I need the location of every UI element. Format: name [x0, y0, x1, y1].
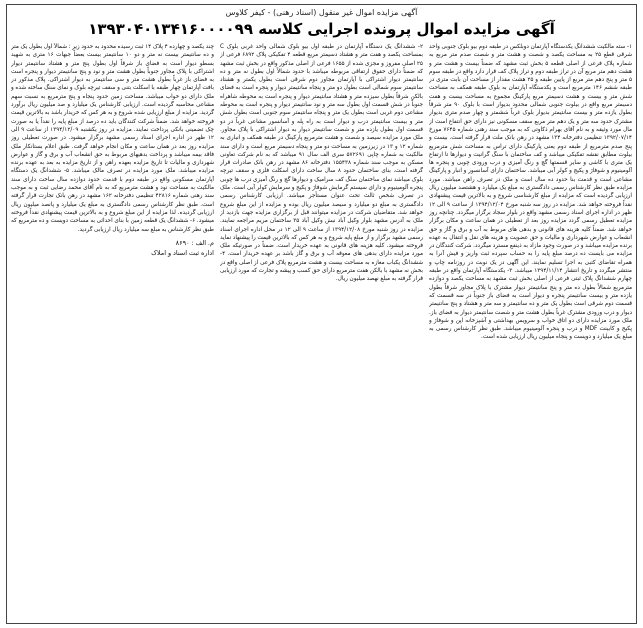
document-subtitle: آگهی مزایده اموال غیر منقول (اسناد رهنی) - کیفر کلاوس [225, 8, 418, 17]
document-title: آگهی مزایده اموال پرونده اجرایی کلاسه ۱۳۹۳۰۴۰۱۳۴۱۶۰۰۰۰۹۹ [88, 20, 555, 38]
document-footer [11, 238, 214, 258]
text-column-left [11, 43, 214, 619]
text-column-middle [220, 43, 423, 619]
text-column-right [429, 43, 632, 619]
notice-code: م. الف : ۸۶۹۰ [175, 238, 214, 247]
column-paragraph-2: ۲- ششدانگ یک دستگاه آپارتمان در طبقه اول بیو بلوک شمالی واحد غربی بلوک C بمساحت یکصد و هفت متر و هشتاد دسیمتر مربع قطعه ۴ تفکیکی پلاک ۶۸۹۲ فرعی از ۲۵ اصلی مفروز و مجزی شده از ۱۶۵۵ فرعی از اصلی مذکور واقع در بخش ثبت مشهد که ضمناً دارای حقوق ارتفاقی مربوطه میباشد با حدود شمالاً اول بطول نه متر و ده سانتیمتر دیوار اشتراکی با آپارتمان مجاور دوم شرقی است بطول یکمتر و هشتاد سانتیمتر سوم شمالی است بطول دو متر و پنجاه سانتیمتر دیوار و پنجره است به فضای بالکن شرقاً بطول سیزده متر و هشتاد سانتیمتر دیوار و پنجره است به محوطه شاهراه جنوباً در شش قسمت اول بطول سه متر و نود سانتیمتر دیوار و پنجره است به محوطه مشاعی دوم غربی است بطول یک متر و پنجاه سانتیمتر سوم جنوبی است بطول شش متر و بیست سانتیمتر درب و دیوار است به راه پله و آسانسور مشاعی غرباً در دو قسمت اول بطول یازده متر و شصت سانتیمتر دیوار به دیوار اشتراکی با پلاک مجاور. ملک مورد مزایده سیصد و شصت و هشت مترمربع پارکینگ در طبقه همکف و انباری به شماره ۱۲ و ۱۳ در زیرزمین به مساحت دو متر و پنجاه دسیمتر مربع است و دارای سند مالکیت به شماره چاپی ۵۷۲۶۹۱ سری الف سال ۹۱ میباشد که به نام شرکت تعاونی مسکن به موجب سند شماره ۱۵۵۴۳۸ دفترخانه ۸۶ مشهد در رهن بانک صادرات قرار گرفته است. بنای ساختمان حدود ۸ سال ساخت دارای اسکلت فلزی و سقف تیرچه بلوک میباشد نمای ساختمان سنگ کف سرامیک و دیوارها گچ و رنگ آمیزی درب ها چوبی پنجره آلومینیوم و دارای سیستم گرمایش شوفاژ و پکیج و سرمایش کولر آبی است. ملک در تصرف شخص ثالث تحت عنوان مستأجر میباشد. ارزیابی کارشناس رسمی دادگستری به مبلغ دو میلیارد و سیصد میلیون ریال بوده و مزایده از این مبلغ شروع خواهد شد. متقاضیان شرکت در مزایده میتوانند قبل از برگزاری مزایده جهت بازدید از ملک به آدرس مشهد بلوار وکیل آباد نبش وکیل آباد ۳۵ ساختمان مریم مراجعه نمایند. مزایده در روز شنبه مورخ ۱۳۹۴/۱۲/۰۸ از ساعت ۹ الی ۱۲ در محل اداره اجرای اسناد رسمی مشهد برگزار و از مبلغ پایه شروع و به هر کس که بالاترین قیمت را پیشنهاد نماید فروخته میشود. کلیه هزینه های قانونی به عهده خریدار است. ضمناً در صورتیکه ملک مورد مزایده دارای بدهی های معوقه آب و برق و گاز باشد بر عهده خریدار است. ۴- ششدانگ یکباب مغازه به مساحت بیست و هشت مترمربع پلاک فرعی از اصلی واقع در بخش نه مشهد با بالکن هفت مترمربع دارای حق کسب و پیشه و تجارت که مورد ارزیابی قرار گرفته به مبلغ نهصد میلیون ریال. [220, 44, 423, 283]
document-header [7, 5, 636, 39]
document-page [6, 4, 637, 624]
text-columns [11, 43, 632, 619]
column-paragraph-3: چند یکصد و چهارده ۴ پلاک ۱۴ ثبت رسیده محدود به حدود زیر : شمالاً اول بطول یک متر و ده سانتیمتر بیست نه متر و دو ۱۰ سانتیمتر بیست بعضاً جبهات ۱۶ متری به شهید بسطو دیوار است به فضای باز شرقاً اول بطول پنج متر و هشتاد سانتیمتر دیوار اشتراکی با پلاک مجاور جنوباً بطول هشت متر و نود و پنج سانتیمتر دیوار و پنجره است به فضای باز غرباً بطول هشت متر و سی سانتیمتر به دیوار اشتراکی. پلاک مذکور در بافت آپارتمان چهار طبقه با اسکلت بتنی و سقف تیرچه بلوک و نمای سنگ ساخته شده و ملک دارای دو خواب میباشد. مساحت زمین حدود پنجاه و پنج مترمربع به نسبت سهم مشاعی محاسبه گردیده است. ارزیابی کارشناس یک میلیارد و صد میلیون ریال برآورد گردید. مزایده از مبلغ ارزیابی شده شروع و به هر کس که خریدار باشد به بالاترین قیمت فروخته خواهد شد. ضمناً شرکت کنندگان باید ده درصد از مبلغ پایه را نقداً یا به صورت چک تضمینی بانکی پرداخت نمایند. مزایده در روز یکشنبه ۱۳۹۴/۱۲/۰۹ از ساعت ۹ الی ۱۲ ظهر در اداره اجرای اسناد رسمی مشهد برگزار میشود. در صورت تعطیلی روز مزایده روز بعد در همان ساعت و مکان انجام خواهد گرفت. طبق اعلام بستانکار ملک فاقد بیمه میباشد و پرداخت بدهیهای مربوط به حق انشعاب آب و برق و گاز و عوارض شهرداری و مالیات تا تاریخ مزایده بعهده راهن و از تاریخ مزایده به بعد به عهده برنده مزایده میباشد. ملک مورد مزایده در تصرف مالک میباشد. ۵- ششدانگ یک دستگاه آپارتمان مسکونی واقع در طبقه دوم با قدمت حدود دوازده سال ساخت دارای سند مالکیت به مساحت نود و هشت مترمربع که به نام آقای محمد رضایی ثبت و به موجب سند رهنی شماره ۴۲۸۱۶ تنظیمی دفترخانه ۱۶۲ مشهد در رهن بانک تجارت قرار گرفته است. طبق نظر کارشناس رسمی دادگستری به مبلغ یک میلیارد و پانصد میلیون ریال ارزیابی گردیده. لذا مزایده از این مبلغ شروع و به بالاترین قیمت پیشنهادی نقداً فروخته میشود. ۶- ششدانگ یک قطعه زمین با بنای احداثی به مساحت دویست و ده مترمربع که طبق نظر کارشناس به مبلغ سه میلیارد ریال ارزیابی گردید. [11, 44, 214, 233]
column-paragraph-1: ۱- سته مالکیت ششدانگ یکدستگاه آپارتمان دوبلکس در طبقه دوم بیو بلوک جنوبی واحد شرقی قطع ۲۵ به مساحت یکصد و شصت و هشت متر و شصت صدم متر مربع به شماره پلاک فرعی از اصلی قطعه ۵ بخش ثبت مشهد که ضمناً بیست و هشت متر و هشت دهم متر مربع آن در تراز طبقه دوم و تراز پلاک کف قرار دارد واقع در طبقه سوم ۵ متر و پنج دهم متر مربع از پایین طبقه و ۲۵ هشت مقدار از مساحت آن بابت متری در طبقه ششم ۱۴۶ مترمربع است و یکدستگاه آپارتمان به بلوک طبقه همکف به مساحت شش متر و بیست و هشت دسیمتر مربع پارکینگ مجموع به مساحت بیست و هفت دسیمتر مربع واقع در بیلوت جنوبی شمالی محدود بدیوار است با بلوک ۹۰ متر شرقاً بطول یازده متر و بیست سانتیمتر بدیوار بلوک غرباً ششمتر و چهار صدم متری بدیوار مشترک حدود سه متر و یک دهم متر مربع سقف مسکونی نیز دارای حق انتفاع است از مال مورد وثیقه و به نام آقای بهرام ذکاوتی که به موجب سند رهنی شماره ۷۶۴۵ مورخ ۱۳۹۲/۰۷/۱۴ تنظیمی دفترخانه ۱۳۴ مشهد در رهن بانک ملت قرار گرفته است. بیست و پنج صدم مترمربع از طبقه دوم یعنی پارکینگ دارای تراس به مساحت شش مترمربع بیلوت مطابق نقشه تفکیکی میباشد و کف ساختمان با سنگ گرانیت و دیوارها تا ارتفاع یک متری با کاشی و سایر قسمتها گچ و رنگ آمیزی و درب ورودی چوبی و پنجره ها آلومینیوم و شوفاژ و پکیج و کولر آبی میباشد. ساختمان دارای آسانسور و انبار و پارکینگ مشاعی است و قدمت بنا حدود ده سال است و ملک در تصرف راهن میباشد. مورد مزایده طبق نظر کارشناس رسمی دادگستری به مبلغ یک میلیارد و هشتصد میلیون ریال ارزیابی گردیده است که مزایده از مبلغ کارشناسی شروع و به بالاترین قیمت پیشنهادی نقداً فروخته خواهد شد. مزایده در روز سه شنبه مورخ ۱۳۹۴/۱۲/۰۴ از ساعت ۹ الی ۱۲ ظهر در اداره اجرای اسناد رسمی مشهد واقع در بلوار سجاد برگزار میگردد. چنانچه روز مزایده تعطیل رسمی گردد مزایده روز بعد از تعطیلی در همان ساعت و مکان برگزار خواهد شد. ضمناً کلیه هزینه های قانونی و بدهی های مربوط به آب و برق و گاز و حق انشعاب و عوارض شهرداری و مالیات و حق عضویت و هزینه های نقل و انتقال به عهده برنده مزایده میباشد و در صورت وجود مازاد به ذینفع مسترد میگردد. شرکت کنندگان در مزایده می بایست ده درصد مبلغ پایه را به حساب سپرده ثبت واریز و فیش آنرا به همراه تقاضای کتبی به اجرا تسلیم نمایند. این آگهی در یک نوبت در روزنامه چاپ و منتشر میگردد و تاریخ انتشار ۱۳۹۴/۱۱/۱۴ میباشد. ۳- یکدستگاه آپارتمان واقع در طبقه چهارم ششدانگ پلاک ثبتی فرعی از اصلی بخش ثبت مشهد به مساحت یکصد و دوازده مترمربع شمالاً بطول ده متر و پنج سانتیمتر دیوار مشترک با پلاک مجاور شرقاً بطول یازده متر و بیست سانتیمتر پنجره و دیوار است به فضای باز جنوباً در سه قسمت که قسمت دوم شرقی است بطول یک متر و ده سانتیمتر و سه متر و هشتاد و پنج سانتیمتر دیوار و درب ورودی مشترک غرباً بطول هشت متر و شصت سانتیمتر دیوار به فضای باز. ملک مورد مزایده دارای دو اتاق خواب و سرویس بهداشتی و آشپزخانه اپن و شوفاژ و پکیج و کابینت MDF و درب و پنجره آلومینیوم میباشد. طبق نظر کارشناس رسمی به مبلغ یک میلیارد و دویست و پنجاه میلیون ریال ارزیابی شده است. [429, 44, 632, 341]
issuer-name: اداره ثبت اسناد و املاک [151, 248, 214, 257]
